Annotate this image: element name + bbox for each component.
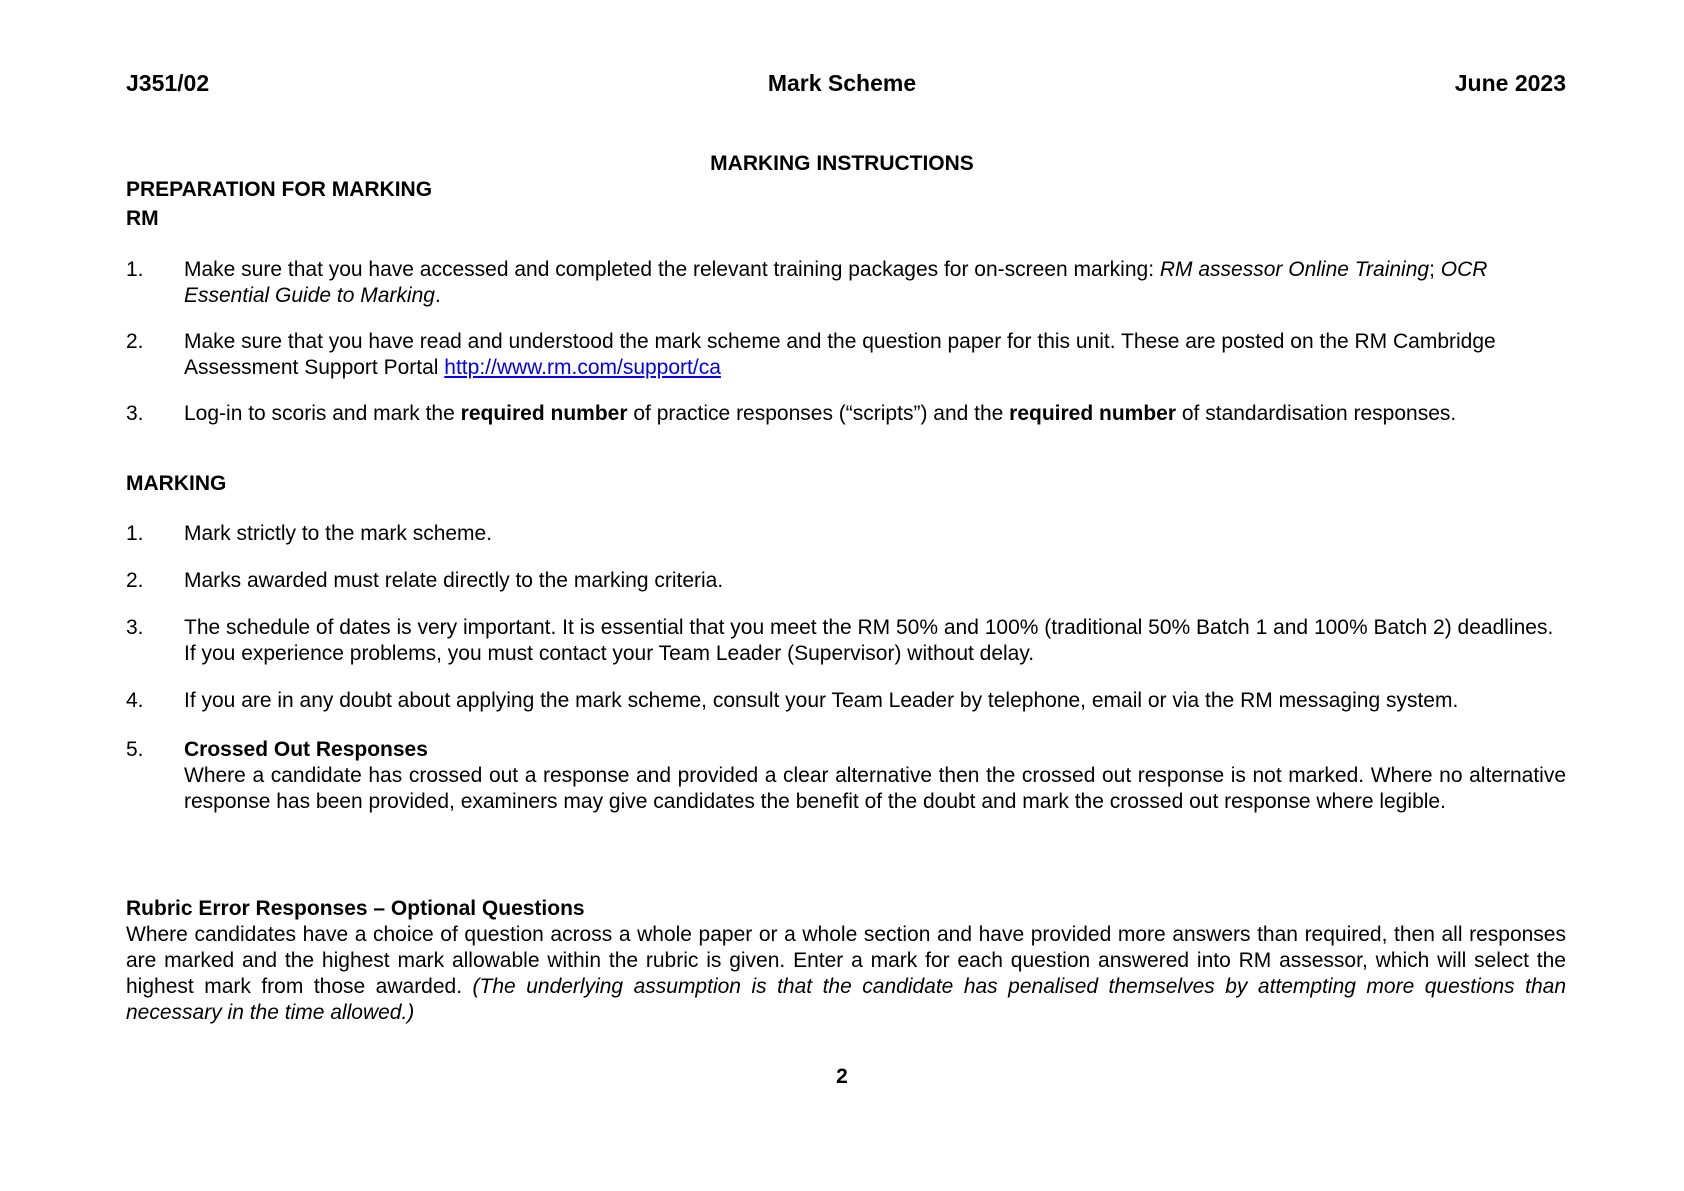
item-number: 5. xyxy=(126,738,144,761)
marking-item xyxy=(126,521,1566,547)
item-number: 3. xyxy=(126,402,144,425)
preparation-item xyxy=(126,257,1566,309)
rm-subheading: RM xyxy=(126,207,159,230)
item-text: Make sure that you have read and understood the mark scheme and the question paper for this unit. These are posted on the RM Cambridge Assessment Support Portal http://www.rm.com/support/ca xyxy=(184,330,1496,379)
item-text: Log-in to scoris and mark the required number of practice responses (“scripts”) and the required number of standardisation responses. xyxy=(184,402,1457,425)
item-number: 2. xyxy=(126,569,144,592)
preparation-heading: PREPARATION FOR MARKING xyxy=(126,178,433,201)
item-number: 2. xyxy=(126,330,144,353)
page-number: 2 xyxy=(836,1065,848,1088)
item-text: If you are in any doubt about applying the mark scheme, consult your Team Leader by telephone, email or via the RM messaging system. xyxy=(184,689,1459,712)
rubric-paragraph: Where candidates have a choice of question across a whole paper or a whole section and have provided more answers than required, then all responses are marked and the highest mark allowable within the rubric is given. Enter a mark for each question answered into RM assessor, which will select the highest mark from those awarded. (The underlying assumption is that the candidate has penalised themselves by attempting more questions than necessary in the time allowed.) xyxy=(126,923,1566,1024)
crossed-out-text: Where a candidate has crossed out a response and provided a clear alternative then the crossed out response is not marked. Where no alternative response has been provided, examiners may give candidates the benefit of the doubt and mark the crossed out response where legible. xyxy=(184,764,1566,813)
marking-heading: MARKING xyxy=(126,472,227,495)
document-title: MARKING INSTRUCTIONS xyxy=(710,152,974,175)
marking-item xyxy=(126,737,1566,815)
header-title: Mark Scheme xyxy=(767,70,917,96)
preparation-item xyxy=(126,401,1566,427)
header-date: June 2023 xyxy=(1454,70,1566,96)
crossed-out-title: Crossed Out Responses xyxy=(184,738,428,761)
rubric-heading: Rubric Error Responses – Optional Questions xyxy=(126,897,585,920)
item-number: 4. xyxy=(126,689,144,712)
item-text: Mark strictly to the mark scheme. xyxy=(184,522,493,545)
support-portal-link[interactable]: http://www.rm.com/support/ca xyxy=(444,356,721,379)
item-text: Make sure that you have accessed and completed the relevant training packages for on-screen marking: RM assessor Online Training; OCR Essential Guide to Marking. xyxy=(184,258,1488,307)
item-number: 1. xyxy=(126,522,144,545)
item-number: 1. xyxy=(126,258,144,281)
header-paper-code: J351/02 xyxy=(126,70,210,96)
item-text: Marks awarded must relate directly to the marking criteria. xyxy=(184,569,724,592)
item-text: The schedule of dates is very important. It is essential that you meet the RM 50% and 100% (traditional 50% Batch 1 and 100% Batch 2) deadlines. If you experience problems, you must contact your Team Leader (Supervisor) without delay. xyxy=(184,616,1554,665)
preparation-item xyxy=(126,329,1566,381)
item-number: 3. xyxy=(126,616,144,639)
item-content xyxy=(184,737,1566,815)
marking-item xyxy=(126,688,1566,714)
marking-item xyxy=(126,568,1566,594)
marking-item xyxy=(126,615,1566,667)
